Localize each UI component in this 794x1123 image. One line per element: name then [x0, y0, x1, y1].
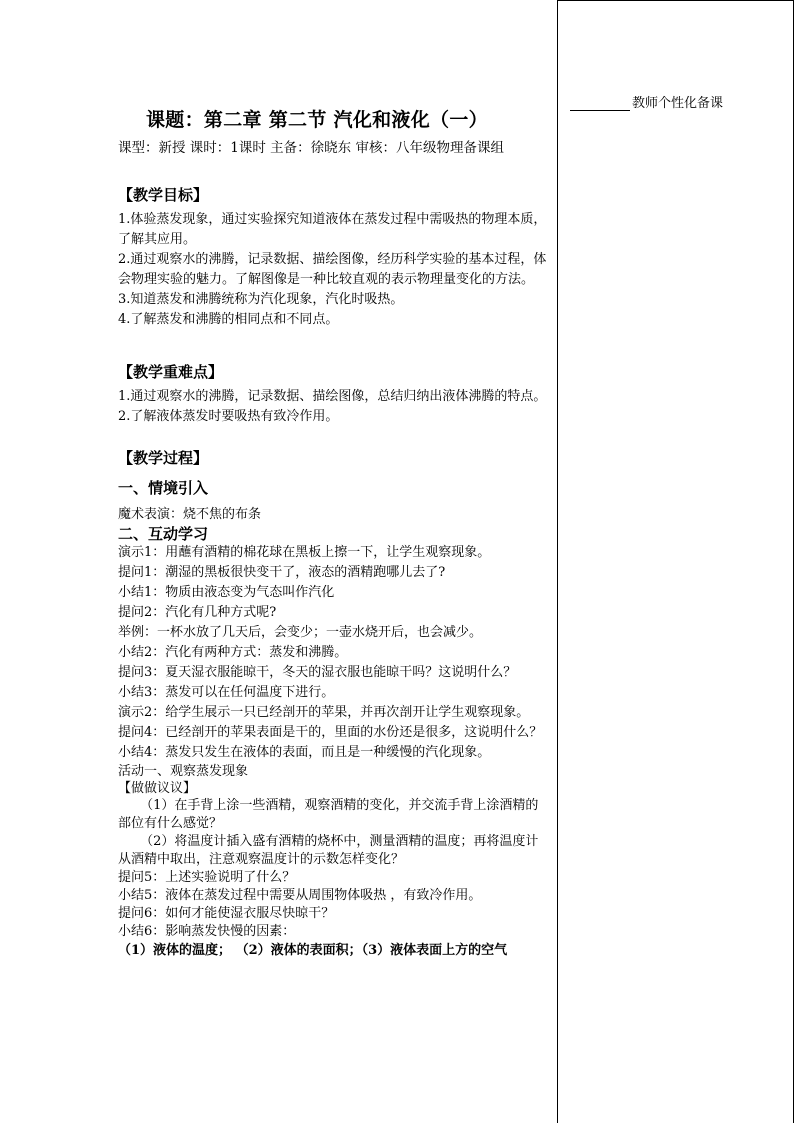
- objectives-section: [118, 184, 550, 330]
- keypoint-item: 1.通过观察水的沸腾，记录数据、描绘图像，总结归纳出液体沸腾的特点。: [118, 389, 547, 404]
- keypoints-section: [118, 361, 550, 427]
- objective-item: 2.通过观察水的沸腾，记录数据、描绘图像，经历科学实验的基本过程，体会物理实验的魅力。了解图像是一种比较直观的表示物理量变化的方法。: [118, 252, 547, 287]
- blank-underline: [570, 98, 630, 111]
- process-line: 提问1：潮湿的黑板很快变干了，液态的酒精跑哪儿去了?: [118, 565, 446, 580]
- process-line: 提问6：如何才能使湿衣服尽快晾干？: [118, 906, 335, 921]
- process-line: 演示2：给学生展示一只已经剖开的苹果，并再次剖开让学生观察现象。: [118, 705, 530, 720]
- process-line: 小结4：蒸发只发生在液体的表面，而且是一种缓慢的汽化现象。: [118, 745, 491, 760]
- evaporation-factors: （1）液体的温度； （2）液体的表面积；（3）液体表面上方的空气: [118, 943, 508, 958]
- doit-heading: 【做做议议】: [118, 781, 197, 796]
- process-line: 提问3：夏天湿衣服能晾干，冬天的湿衣服也能晾干吗？这说明什么？: [118, 665, 517, 680]
- process-line: 小结1：物质由液态变为气态叫作汽化: [118, 585, 335, 600]
- doit-item: （2）将温度计插入盛有酒精的烧杯中，测量酒精的温度；再将温度计从酒精中取出，注意观察温度计的示数怎样变化？: [118, 834, 539, 867]
- sidebar-note: [570, 92, 723, 111]
- process-line: 小结5：液体在蒸发过程中需要从周围物体吸热 ，有致冷作用。: [118, 888, 482, 903]
- process-section: [118, 447, 550, 961]
- keypoints-heading: 【教学重难点】: [118, 363, 224, 381]
- process-line: 小结2：汽化有两种方式：蒸发和沸腾。: [118, 645, 348, 660]
- objectives-heading: 【教学目标】: [118, 186, 209, 204]
- keypoint-item: 2.了解液体蒸发时要吸热有致冷作用。: [118, 409, 339, 424]
- objective-item: 3.知道蒸发和沸腾统称为汽化现象，汽化时吸热。: [118, 292, 404, 307]
- magic-show: 魔术表演：烧不焦的布条: [118, 507, 262, 522]
- process-heading: 【教学过程】: [118, 449, 209, 467]
- process-line: 演示1：用蘸有酒精的棉花球在黑板上擦一下，让学生观察现象。: [118, 545, 491, 560]
- margin-frame-left: [557, 0, 558, 1123]
- sidebar-label: 教师个性化备课: [632, 96, 724, 111]
- section-interactive-heading: 二、互动学习: [118, 525, 209, 543]
- process-line: 提问4：已经剖开的苹果表面是干的，里面的水份还是很多，这说明什么？: [118, 725, 543, 740]
- activity-heading: 活动一、观察蒸发现象: [118, 764, 249, 779]
- lesson-meta: 课型：新授 课时：1课时 主备：徐晓东 审核：八年级物理备课组: [118, 140, 504, 156]
- process-line: 举例：一杯水放了几天后，会变少；一壶水烧开后，也会减少。: [118, 625, 483, 640]
- section-intro-heading: 一、情境引入: [118, 479, 209, 497]
- process-line: 小结6：影响蒸发快慢的因素：: [118, 924, 296, 939]
- doit-item: （1）在手背上涂一些酒精，观察酒精的变化，并交流手背上涂酒精的部位有什么感觉？: [118, 798, 539, 831]
- objective-item: 4.了解蒸发和沸腾的相同点和不同点。: [118, 312, 339, 327]
- process-line: 小结3：蒸发可以在任何温度下进行。: [118, 685, 335, 700]
- objective-item: 1.体验蒸发现象，通过实验探究知道液体在蒸发过程中需吸热的物理本质，了解其应用。: [118, 212, 547, 247]
- margin-frame-top: [557, 0, 794, 1]
- process-line: 提问5：上述实验说明了什么？: [118, 870, 296, 885]
- process-line: 提问2：汽化有几种方式呢?: [118, 605, 277, 620]
- page-title: 课题：第二章 第二节 汽化和液化（一）: [146, 109, 488, 131]
